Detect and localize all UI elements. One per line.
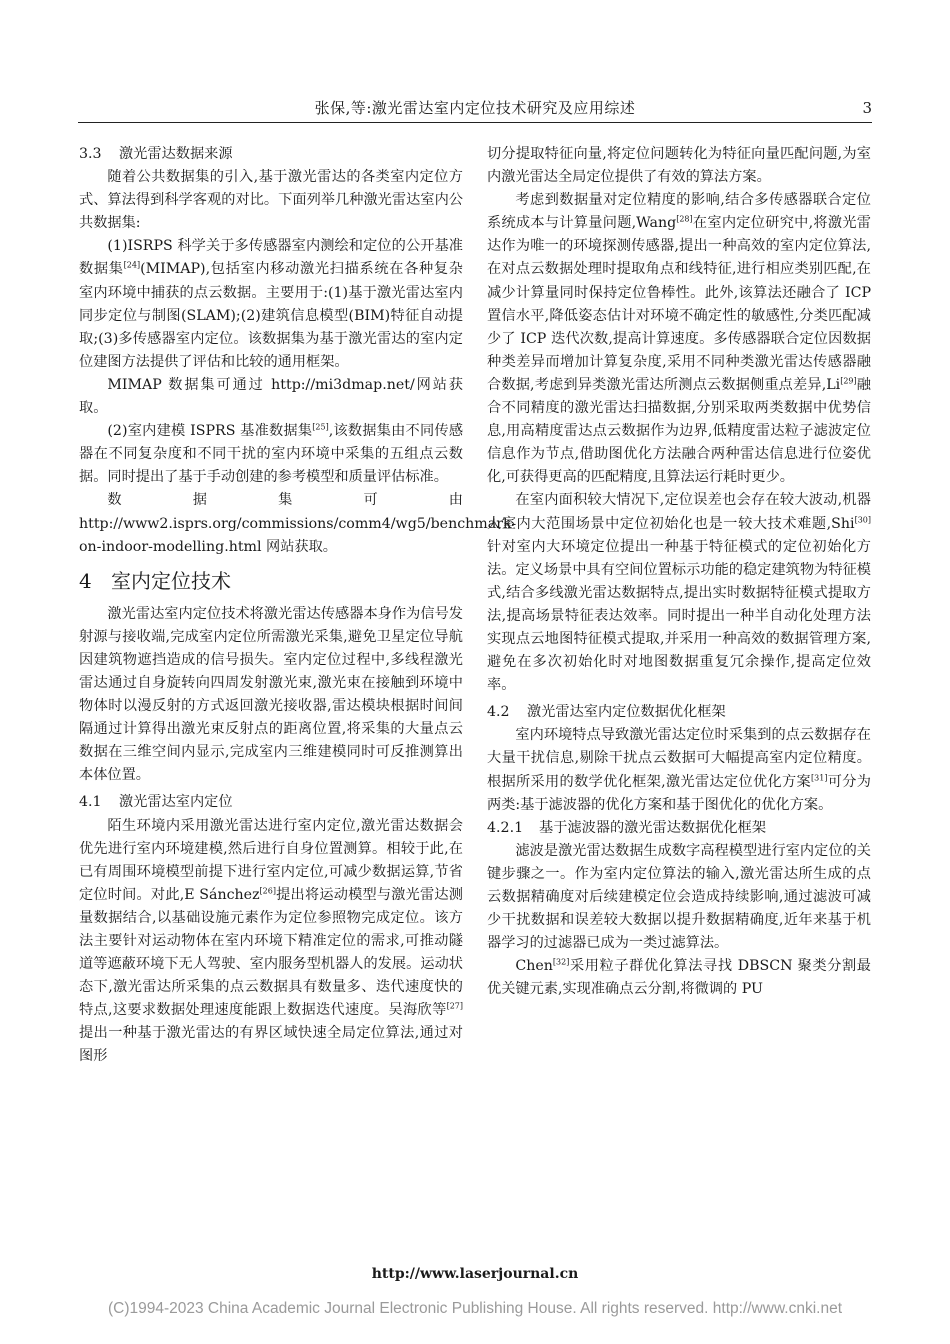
- paragraph: 陌生环境内采用激光雷达进行室内定位,激光雷达数据会优先进行室内环境建模,然后进行自身位置测算。相较于此,在已有周围环境模型前提下进行室内定位,可减少数据运算,节省定位时间。对此,E Sánchez[26]提出将运动模型与激光雷达测量数据结合,以基础设施元素作为定位参照物完成定位。该方法主要针对运动物体在室内环境下精准定位的需求,可推动隧道等遮蔽环境下无人驾驶、室内服务型机器人的发展。运动状态下,激光雷达所采集的点云数据具有数量多、迭代速度快的特点,这要求数据处理速度能跟上数据迭代速度。吴海欣等[27]提出一种基于激光雷达的有界区域快速全局定位算法,通过对图形: [79, 817, 463, 1065]
- paragraph: 在室内面积较大情况下,定位误差也会存在较大波动,机器人室内大范围场景中定位初始化也是一较大技术难题,Shi[30]针对室内大环境定位提出一种基于特征模式的定位初始化方法。定义场景中具有空间位置标示功能的稳定建筑物为特征模式,结合多线激光雷达数据特点,提出实时数据特征模式提取方法,提高场景特征表达效率。同时提出一种半自动化处理方法实现点云地图特征模式提取,并采用一种高效的数据管理方案,避免在多次初始化时对地图数据重复冗余操作,提高定位效率。: [487, 492, 871, 694]
- section-heading-4: 4 室内定位技术: [79, 568, 231, 593]
- section-heading-4-2-1: 4.2.1 基于滤波器的激光雷达数据优化框架: [487, 819, 767, 836]
- paragraph: 滤波是激光雷达数据生成数字高程模型进行室内定位的关键步骤之一。作为室内定位算法的输入,激光雷达所生成的点云数据精确度对后续建模定位会造成持续影响,通过滤波可减少干扰数据和误差较大数据以提升数据精确度,近年来基于机器学习的过滤器已成为一类过滤算法。: [487, 842, 871, 952]
- paragraph: 考虑到数据量对定位精度的影响,结合多传感器联合定位系统成本与计算量问题,Wang[28]在室内定位研究中,将激光雷达作为唯一的环境探测传感器,提出一种高效的室内定位算法,在对点云数据处理时提取角点和线特征,进行相应类别匹配,在减少计算量同时保持定位鲁棒性。此外,该算法还融合了 ICP 置信水平,降低姿态估计对环境不确定性的敏感性,分类匹配减少了 ICP 迭代次数,提高计算速度。多传感器联合定位因数据种类差异而增加计算复杂度,采用不同种类激光雷达传感器融合数据,考虑到异类激光雷达所测点云数据侧重点差异,Li[29]融合不同精度的激光雷达扫描数据,分别采取两类数据中优势信息,用高精度雷达点云数据作为边界,低精度雷达粒子滤波定位信息作为节点,借助图优化方法融合两种雷达信息进行位姿优化,可获得更高的匹配精度,且算法运行耗时更少。: [487, 192, 871, 486]
- citation: [30]: [854, 514, 871, 524]
- page-number: 3: [862, 99, 872, 117]
- paragraph: (2)室内建模 ISPRS 基准数据集[25],该数据集由不同传感器在不同复杂度和不同干扰的室内环境中采集的五组点云数据。同时提出了基于手动创建的参考模型和质量评估标准。: [79, 422, 464, 486]
- citation: [27]: [446, 1001, 463, 1011]
- running-title: 张保,等:激光雷达室内定位技术研究及应用综述: [314, 99, 636, 117]
- paragraph: (1)ISRPS 科学关于多传感器室内测绘和定位的公开基准数据集[24](MIMAP),包括室内移动激光扫描系统在各种复杂室内环境中捕获的点云数据。主要用于:(1)基于激光雷达室内同步定位与制图(SLAM);(2)建筑信息模型(BIM)特征自动提取;(3)多传感器室内定位。该数据集为基于激光雷达的室内定位建图方法提供了评估和比较的通用框架。: [79, 238, 463, 370]
- citation: [29]: [840, 376, 857, 386]
- citation: [25]: [312, 422, 329, 432]
- paragraph: 切分提取特征向量,将定位问题转化为特征向量匹配问题,为室内激光雷达全局定位提供了有效的算法方案。: [487, 146, 871, 186]
- copyright-line: (C)1994-2023 China Academic Journal Electronic Publishing House. All rights reserved. http://www.cnki.net: [107, 1300, 843, 1317]
- paragraph: Chen[32]采用粒子群优化算法寻找 DBSCN 聚类分割最优关键元素,实现准确点云分割,将微调的 PU: [487, 957, 871, 998]
- section-heading-4-1: 4.1 激光雷达室内定位: [79, 794, 233, 811]
- citation: [31]: [811, 772, 828, 782]
- paragraph: 激光雷达室内定位技术将激光雷达传感器本身作为信号发射源与接收端,完成室内定位所需激光采集,避免卫星定位导航因建筑物遮挡造成的信号损失。室内定位过程中,多线程激光雷达通过自身旋转向四周发射激光束,激光束在接触到环境中物体时以漫反射的方式返回激光接收器,雷达模块根据时间间隔通过计算得出激光束反射点的距离位置,将采集的大量点云数据在三维空间内显示,完成室内三维建模同时可反推测算出本体位置。: [79, 605, 463, 784]
- paragraph: 随着公共数据集的引入,基于激光雷达的各类室内定位方式、算法得到科学客观的对比。下面列举几种激光雷达室内公共数据集:: [79, 169, 463, 232]
- paragraph: MIMAP 数据集可通过 http://mi3dmap.net/网站获取。: [79, 376, 463, 417]
- right-column: [487, 143, 871, 1001]
- citation: [24]: [123, 260, 141, 270]
- section-heading-4-2: 4.2 激光雷达室内定位数据优化框架: [487, 704, 726, 721]
- citation: [28]: [676, 214, 693, 224]
- section-heading-3-3: 3.3 激光雷达数据来源: [79, 146, 233, 162]
- citation: [26]: [259, 886, 276, 896]
- left-column: [79, 143, 517, 1069]
- running-header: [78, 98, 872, 123]
- paragraph: 室内环境特点导致激光雷达定位时采集到的点云数据存在大量干扰信息,剔除干扰点云数据可大幅提高室内定位精度。根据所采用的数学优化框架,激光雷达定位优化方案[31]可分为两类:基于滤波器的优化方案和基于图优化的优化方案。: [487, 727, 871, 813]
- paragraph: 数据集可由 http://www2.isprs.org/commissions/comm4/wg5/benchmark-on-indoor-modelling.html 网站获取。: [79, 492, 517, 555]
- citation: [32]: [552, 957, 570, 967]
- journal-url: http://www.laserjournal.cn: [371, 1266, 579, 1282]
